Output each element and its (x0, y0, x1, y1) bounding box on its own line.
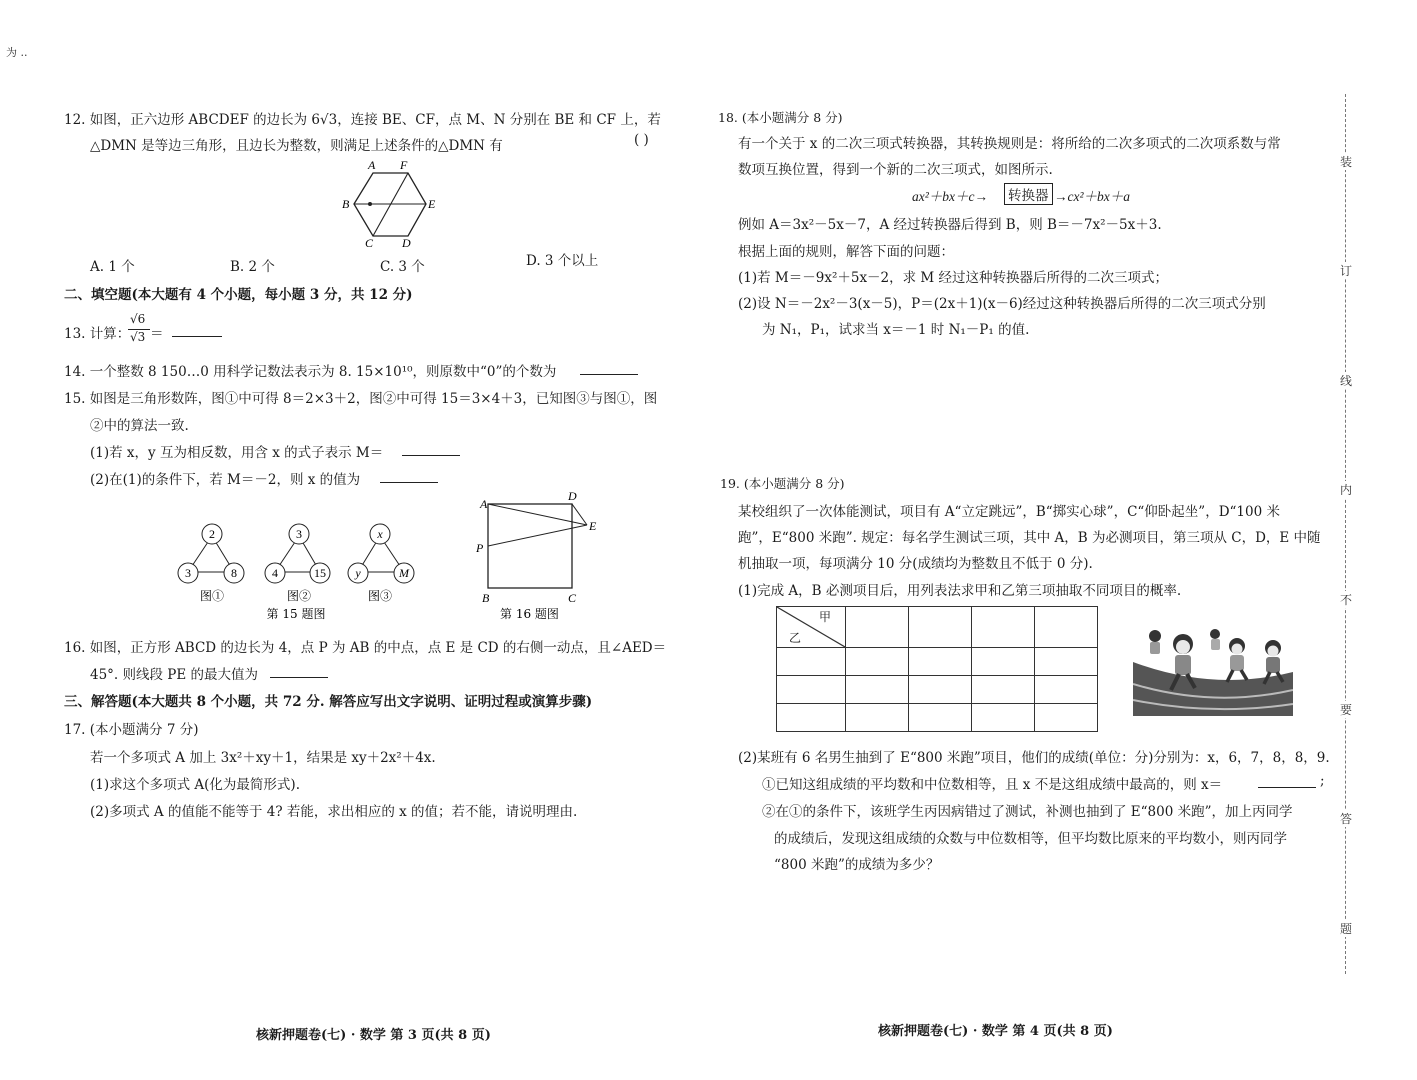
q18-part2b: 为 N₁，P₁，试求当 x＝－1 时 N₁－P₁ 的值. (762, 322, 1030, 338)
q19-sub2b: 的成绩后，发现这组成绩的众数与中位数相等，但平均数比原来的平均数小，则丙同学 (774, 831, 1287, 847)
array2-top: 3 (296, 527, 302, 541)
sq-label-e: E (589, 519, 597, 533)
table-cell[interactable] (846, 704, 909, 732)
label-c: C (365, 236, 374, 248)
square-abcd (488, 504, 572, 588)
q18-example: 例如 A＝3x²－5x－7，A 经过转换器后得到 B，则 B＝－7x²－5x＋3. (738, 217, 1162, 233)
q16-line2: 45°. 则线段 PE 的最大值为 (90, 667, 259, 683)
section-fill-in-heading: 二、填空题(本大题有 4 个小题，每小题 3 分，共 12 分) (64, 287, 413, 303)
array1-right: 8 (231, 566, 237, 580)
sq-label-d: D (568, 489, 577, 503)
label-b: B (342, 197, 350, 211)
triangle-array-3 (348, 524, 414, 603)
footer-right: 核新押题卷(七) · 数学 第 4 页(共 8 页) (878, 1024, 1113, 1039)
sq-label-b: B (482, 591, 490, 605)
table-cell[interactable] (972, 676, 1035, 704)
array1-top: 2 (209, 527, 215, 541)
array1-left: 3 (185, 566, 191, 580)
q19-sub1: ①已知这组成绩的平均数和中位数相等，且 x 不是这组成绩中最高的，则 x＝ (762, 777, 1223, 793)
table-cell[interactable] (972, 607, 1035, 648)
table-cell[interactable] (777, 704, 846, 732)
q13-answer-blank[interactable] (172, 323, 222, 337)
q13-denominator: √3 (130, 330, 146, 344)
table-col-header: 甲 (818, 610, 831, 624)
q17-part1: (1)求这个多项式 A(化为最简形式). (90, 777, 300, 793)
label-e: E (428, 197, 436, 211)
table-cell[interactable] (846, 648, 909, 676)
table-cell[interactable] (846, 676, 909, 704)
q12-option-d[interactable]: D. 3 个以上 (526, 253, 599, 269)
sidebar-char: 装 (1337, 153, 1355, 170)
probability-table (776, 606, 1098, 732)
label-f: F (400, 158, 408, 172)
sidebar-char: 不 (1337, 591, 1355, 608)
table-cell[interactable] (846, 607, 909, 648)
q16-square-figure (470, 486, 610, 622)
sidebar-char: 要 (1337, 701, 1355, 718)
sidebar-char: 线 (1337, 372, 1355, 389)
table-row (777, 607, 1098, 648)
q18-converter-box: 转换器 (1004, 183, 1053, 205)
array2-left: 4 (272, 566, 278, 580)
binding-dashed-line (1345, 94, 1346, 974)
q15-line1: 15. 如图是三角形数阵，图①中可得 8＝2×3＋2，图②中可得 15＝3×4＋3，已知图③与图①，图 (64, 391, 658, 407)
q18-part1: (1)若 M＝－9x²＋5x－2，求 M 经过这种转换器后所得的二次三项式； (738, 270, 1169, 286)
table-cell[interactable] (909, 704, 972, 732)
runner-icon (1227, 638, 1247, 682)
q12-line2: △DMN 是等边三角形，且边长为整数，则满足上述条件的△DMN 有 (90, 138, 503, 154)
table-cell[interactable] (777, 676, 846, 704)
q19-line2: 跑”，E“800 米跑”. 规定：每名学生测试三项，其中 A，B 为必测项目，第三项从 C，D，E 中随 (738, 530, 1321, 546)
corner-mark: 为 .. (6, 46, 28, 59)
label-a: A (368, 158, 376, 172)
footer-left: 核新押题卷(七) · 数学 第 3 页(共 8 页) (256, 1028, 491, 1043)
sidebar-char: 答 (1337, 810, 1355, 827)
q14-text: 14. 一个整数 8 150…0 用科学记数法表示为 8. 15×10¹⁰，则原数中“0”的个数为 (64, 364, 557, 380)
sidebar-char: 内 (1337, 481, 1355, 498)
q18-line1: 有一个关于 x 的二次三项式转换器，其转换规则是：将所给的二次多项式的二次项系数与常 (738, 136, 1281, 152)
q15-line2: ②中的算法一致. (90, 418, 189, 434)
diagonal-line (777, 607, 845, 647)
q15-part2-blank[interactable] (380, 469, 438, 483)
sidebar-char: 订 (1337, 262, 1355, 279)
table-cell[interactable] (909, 676, 972, 704)
q12-option-b[interactable]: B. 2 个 (230, 259, 275, 275)
q17-part2: (2)多项式 A 的值能不能等于 4? 若能，求出相应的 x 的值；若不能，请说明理由. (90, 804, 578, 820)
hexagon-figure (330, 156, 440, 248)
q19-part2: (2)某班有 6 名男生抽到了 E“800 米跑”项目，他们的成绩(单位：分)分别为：x，6，7，8，8，9. (738, 750, 1330, 766)
q18-line2: 数项互换位置，得到一个新的二次三项式，如图所示. (738, 162, 1053, 178)
q15-part2: (2)在(1)的条件下，若 M＝－2，则 x 的值为 (90, 472, 361, 488)
table-cell[interactable] (1035, 676, 1098, 704)
array1-label: 图① (199, 589, 225, 603)
q19-sub1-semicolon: ; (1320, 773, 1325, 789)
array2-right: 15 (314, 566, 326, 580)
running-children-illustration (1133, 622, 1293, 716)
triangle-array-1 (178, 524, 244, 603)
q17-line1: 若一个多项式 A 加上 3x²＋xy＋1，结果是 xy＋2x²＋4x. (90, 750, 436, 766)
q12-line1: 12. 如图，正六边形 ABCDEF 的边长为 6√3，连接 BE、CF，点 M、N 分别在 BE 和 CF 上，若 (64, 112, 661, 128)
table-row (777, 704, 1098, 732)
q12-answer-paren: ( ) (634, 132, 649, 148)
q19-sub1-blank[interactable] (1258, 774, 1316, 788)
point-m (368, 202, 372, 206)
q12-option-c[interactable]: C. 3 个 (380, 259, 425, 275)
q13-suffix: ＝ (150, 326, 164, 342)
table-cell[interactable] (777, 648, 846, 676)
sq-label-a: A (480, 497, 488, 511)
array2-label: 图② (286, 589, 312, 603)
q19-head: 19. (本小题满分 8 分) (720, 476, 845, 491)
q15-caption: 第 15 题图 (266, 607, 326, 621)
q19-sub2a: ②在①的条件下，该班学生丙因病错过了测试，补测也抽到了 E“800 米跑”，加上丙同学 (762, 804, 1293, 820)
q19-part1: (1)完成 A，B 必测项目后，用列表法求甲和乙第三项抽取不同项目的概率. (738, 583, 1182, 599)
table-cell[interactable] (1035, 648, 1098, 676)
q18-rule: 根据上面的规则，解答下面的问题： (738, 244, 954, 260)
array3-left: y (355, 566, 361, 580)
q12-option-a[interactable]: A. 1 个 (90, 259, 135, 275)
array3-right: M (399, 566, 409, 580)
table-row-header: 乙 (789, 631, 802, 645)
sq-label-c: C (568, 591, 577, 605)
table-cell[interactable] (1035, 607, 1098, 648)
q18-part2a: (2)设 N＝－2x²－3(x－5)，P＝(2x＋1)(x－6)经过这种转换器后所得的二次三项式分别 (738, 296, 1266, 312)
q19-line1: 某校组织了一次体能测试，项目有 A“立定跳远”，B“掷实心球”，C“仰卧起坐”，D“100 米 (738, 504, 1280, 520)
table-diagonal-header (777, 607, 846, 648)
q16-caption: 第 16 题图 (500, 607, 559, 621)
q15-triangle-figures (168, 520, 438, 624)
array3-label: 图③ (367, 589, 393, 603)
q15-part1-blank[interactable] (402, 442, 460, 456)
table-cell[interactable] (972, 648, 1035, 676)
q16-line1: 16. 如图，正方形 ABCD 的边长为 4，点 P 为 AB 的中点，点 E 是 CD 的右侧一动点，且∠AED＝ (64, 640, 667, 656)
sq-label-p: P (476, 541, 484, 555)
q19-sub2c: “800 米跑”的成绩为多少？ (774, 857, 940, 873)
table-cell[interactable] (1035, 704, 1098, 732)
triangle-array-2 (265, 524, 330, 603)
table-cell[interactable] (909, 607, 972, 648)
q14-answer-blank[interactable] (580, 361, 638, 375)
q17-head: 17. (本小题满分 7 分) (64, 722, 199, 738)
q18-head: 18. (本小题满分 8 分) (718, 110, 843, 125)
section-solve-heading: 三、解答题(本大题共 8 个小题，共 72 分. 解答应写出文字说明、证明过程或演算步骤) (64, 694, 593, 710)
q19-line3: 机抽取一项，每项满分 10 分(成绩均为整数且不低于 0 分). (738, 556, 1093, 572)
q18-formula-right: →cx²＋bx＋a (1054, 189, 1131, 204)
q13-prefix: 13. 计算： (64, 326, 131, 342)
sidebar-char: 题 (1337, 920, 1355, 937)
table-cell[interactable] (972, 704, 1035, 732)
q16-answer-blank[interactable] (270, 664, 328, 678)
q18-formula-left: ax²＋bx＋c→ (912, 189, 989, 204)
array3-top: x (377, 527, 383, 541)
q13-numerator: √6 (130, 312, 146, 326)
table-cell[interactable] (909, 648, 972, 676)
label-d: D (402, 236, 411, 248)
q15-part1: (1)若 x，y 互为相反数，用含 x 的式子表示 M＝ (90, 445, 384, 461)
table-row (777, 648, 1098, 676)
table-row (777, 676, 1098, 704)
